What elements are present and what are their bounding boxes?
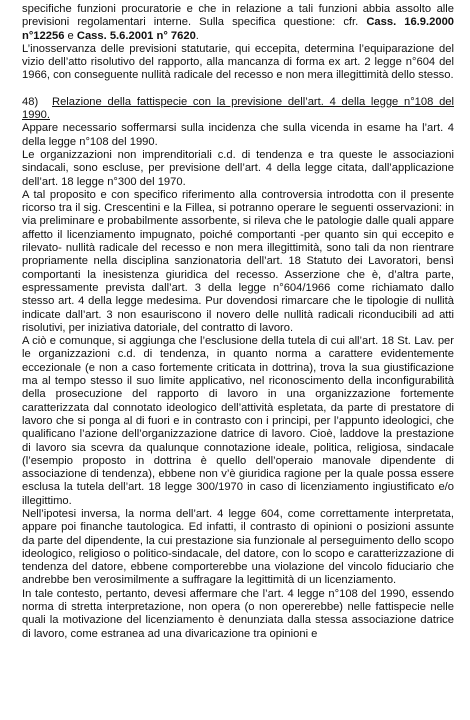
body-paragraph: Le organizzazioni non imprenditoriali c.d. di tendenza e tra queste le associazioni sindacali, sono escluse, per previsione dell’art. 4 della legge citata, dall’applicazione dell’art. 18 legge n°300 del 1970.	[22, 148, 454, 188]
body-paragraph: In tale contesto, pertanto, devesi affermare che l’art. 4 legge n°108 del 1990, essendo norma di stretta interpretazione, non opera (o non opererebbe) nelle fattispecie nelle quali la motivazione del licenziamento è denunziata dalla stessa associazione datrice di lavoro, come estranea ad una divaricazione tra opinioni e	[22, 587, 454, 640]
intro-paragraph	[22, 3, 454, 43]
section-number: 48)	[22, 95, 39, 108]
intro-text-end: .	[195, 29, 199, 42]
intro-text-start: specifiche funzioni procuratorie e che in relazione a tali funzioni abbia assolto alle previsioni regolamentari interne. Sulla specifica questione: cfr.	[22, 3, 454, 29]
section-title: Relazione della fattispecie con la previsione dell’art. 4 della legge n°108 del 1990.	[22, 95, 454, 122]
section-spacer	[22, 83, 454, 96]
intro-text-middle: e	[64, 29, 77, 42]
body-paragraph: Nell’ipotesi inversa, la norma dell’art. 4 legge 604, come correttamente interpretata, appare poi finanche tautologica. Ed infatti, il contrasto di opinioni o posizioni assunte da parte del dipendente, la cui prestazione sia funzionale al perseguimento dello scopo ideologico, religioso o politico-sindacale, del datore, con lo scopo e caratterizzazione di tendenza del datore, ebbene comporterebbe una violazione del vincolo fiduciario che andrebbe ben verosimilmente a suffragare la legittimità di un licenziamento.	[22, 507, 454, 587]
body-paragraph: A ciò e comunque, si aggiunga che l’esclusione della tutela di cui all’art. 18 St. Lav. per le organizzazioni c.d. di tendenza, in quanto norma a carattere evidentemente eccezionale (e non a caso fortemente criticata in dottrina), trova la sua giustificazione ma al tempo stesso il suo limite applicativo, nel riconoscimento della inconfigurabilità della prosecuzione del rapporto di lavoro in una organizzazione fortemente caratterizzata dal connotato ideologico dell’attività espletata, da parte di prestatore di lavoro che si ponga al di fuori e in contrasto con i principi, per l’appunto ideologici, che qualificano l’azione dell’organizzazione datrice di lavoro. Cioè, laddove la prestazione di lavoro sia scevra da qualunque connotazione ideale, politica, religiosa, sindacale (l’esempio proposto in dottrina è quello dell’operaio manovale dipendente di associazione di tendenza), ebbene non v’è giuridica ragione per la quale possa essere esclusa la tutela dell’art. 18 legge 300/1970 in caso di licenziamento ingiustificato e/o illegittimo.	[22, 335, 454, 507]
body-paragraph: A tal proposito e con specifico riferimento alla controversia introdotta con il presente ricorso tra il sig. Crescentini e la Fillea, si potranno operare le seguenti osservazioni: in via preliminare e probabilmente assorbente, si rileva che le patologie dalle quali appare affetto il licenziamento impugnato, poiché comportanti -per quanto sin qui eccepito e rilevato- nullità radicale del recesso e non mera illegittimità, sono tali da non rientrare propriamente nella disciplina sanzionatoria dell’art. 18 Statuto dei Lavoratori, bensì comportanti la inesistenza giuridica del recesso. Asserzione che è, d’altra parte, espressamente prevista dall’art. 3 della legge n°604/1966 come richiamato dallo stesso art. 4 della legge medesima. Pur dovendosi rimarcare che le tipologie di nullità indicate dall’art. 3 non esauriscono il novero delle nullità radicali riconducibili ad atti risolutivi, per iniziativa datoriale, del contratto di lavoro.	[22, 188, 454, 334]
citation-ref-1: Cass. 16.9.2000 n°12256	[22, 16, 455, 42]
section-heading	[22, 96, 454, 123]
paragraph-nullity: L’inosservanza delle previsioni statutarie, qui eccepita, determina l’equiparazione del vizio dell’atto risolutivo del rapporto, alla mancanza di forma ex art. 2 legge n°604 del 1966, con conseguente nullità radicale del recesso e non mera illegittimità dello stesso.	[22, 42, 454, 82]
body-paragraph: Appare necessario soffermarsi sulla incidenza che sulla vicenda in esame ha l’art. 4 della legge n°108 del 1990.	[22, 122, 454, 148]
citation-ref-2: Cass. 5.6.2001 n° 7620	[76, 29, 196, 42]
